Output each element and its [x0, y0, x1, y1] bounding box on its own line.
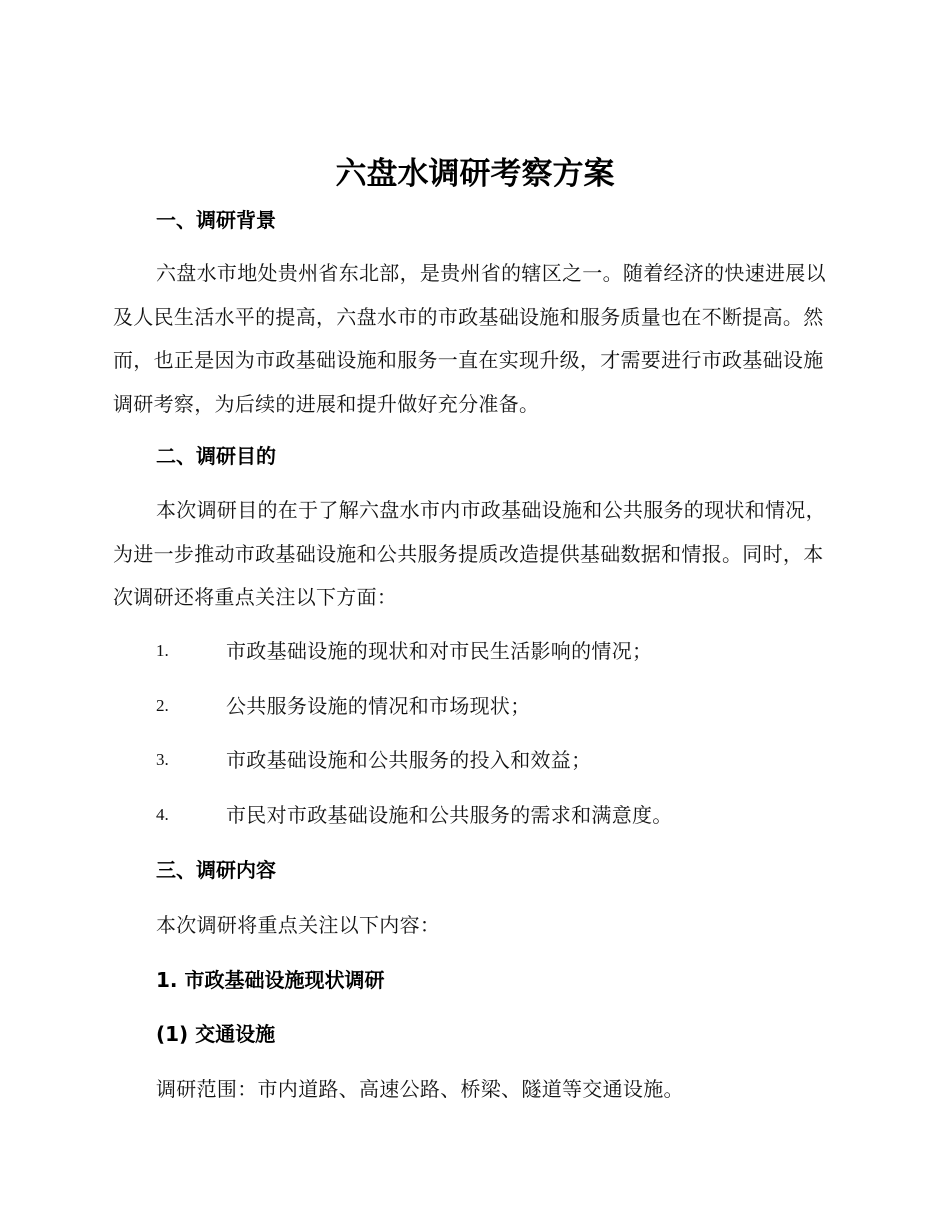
- list-item-number: 3.: [156, 750, 169, 769]
- list-item: [156, 692, 836, 720]
- section-heading-content: 三、调研内容: [156, 858, 276, 882]
- list-item-text: 市民对市政基础设施和公共服务的需求和满意度。: [226, 803, 673, 827]
- list-item: [156, 637, 836, 665]
- section-heading-purpose: 二、调研目的: [156, 444, 276, 468]
- purpose-paragraph: 本次调研目的在于了解六盘水市内市政基础设施和公共服务的现状和情况，为进一步推动市政基础设施和公共服务提质改造提供基础数据和情报。同时，本次调研还将重点关注以下方面：: [113, 498, 826, 609]
- subheading-transport: (1) 交通设施: [156, 1022, 276, 1046]
- content-intro-text: 本次调研将重点关注以下内容：: [156, 913, 441, 937]
- background-paragraph: 六盘水市地处贵州省东北部，是贵州省的辖区之一。随着经济的快速进展以及人民生活水平的提高，六盘水市的市政基础设施和服务质量也在不断提高。然而，也正是因为市政基础设施和服务一直在实现升级，才需要进行市政基础设施调研考察，为后续的进展和提升做好充分准备。: [113, 261, 826, 416]
- list-item-number: 1.: [156, 641, 169, 660]
- subheading-infrastructure: 1. 市政基础设施现状调研: [156, 968, 385, 992]
- list-item-number: 4.: [156, 805, 169, 824]
- list-item-text: 公共服务设施的情况和市场现状；: [226, 694, 531, 718]
- list-item-text: 市政基础设施的现状和对市民生活影响的情况；: [226, 639, 653, 663]
- list-item-number: 2.: [156, 696, 169, 715]
- document-title: 六盘水调研考察方案: [335, 156, 615, 192]
- section-heading-background: 一、调研背景: [156, 208, 276, 232]
- list-item-text: 市政基础设施和公共服务的投入和效益；: [226, 748, 592, 772]
- list-item: [156, 746, 836, 774]
- scope-text: 调研范围：市内道路、高速公路、桥梁、隧道等交通设施。: [156, 1077, 684, 1101]
- list-item: [156, 801, 836, 829]
